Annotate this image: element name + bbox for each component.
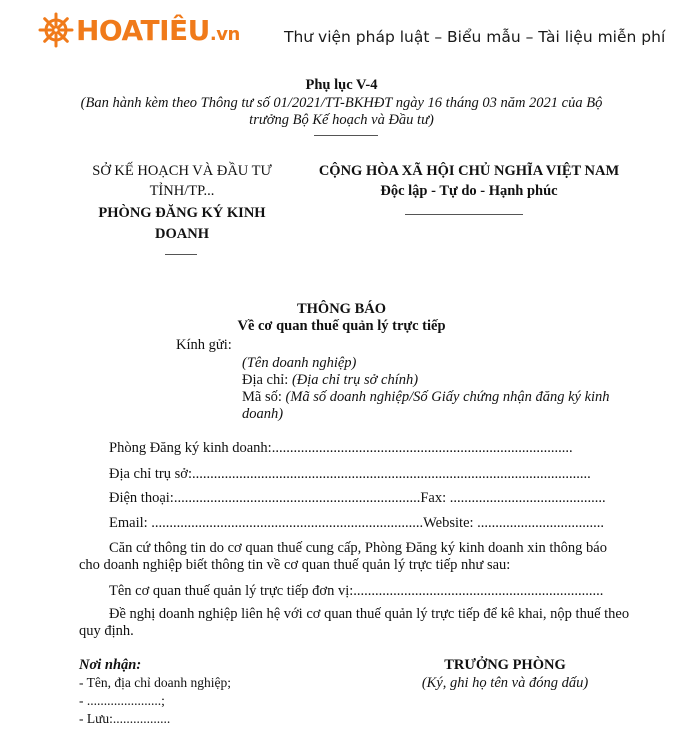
recipient-label: Kính gửi: [176, 337, 232, 353]
nation-title: CỘNG HÒA XÃ HỘI CHỦ NGHĨA VIỆT NAM [318, 163, 620, 179]
field-office: Phòng Đăng ký kinh doanh:................................................................................... [109, 440, 573, 456]
field-phone-fax: Điện thoại:....................................................................Fax: ........................................... [109, 490, 606, 506]
appendix-divider [314, 135, 378, 136]
recipient-address [242, 372, 418, 389]
office-name-line1: PHÒNG ĐĂNG KÝ KINH [98, 205, 266, 221]
logo-text [76, 14, 240, 47]
agency-name: SỞ KẾ HOẠCH VÀ ĐẦU TƯ [92, 163, 272, 179]
field-tax-unit: Tên cơ quan thuế quản lý trực tiếp đơn vị:..................................................................... [109, 583, 604, 599]
notice-title: THÔNG BÁO [296, 301, 387, 317]
body-para2-line1: Đề nghị doanh nghiệp liên hệ với cơ quan thuế quản lý trực tiếp để kê khai, nộp thuế theo [109, 606, 630, 622]
signer-note: (Ký, ghi họ tên và đóng dấu) [421, 675, 589, 691]
body-para1-line1: Căn cứ thông tin do cơ quan thuế cung cấp, Phòng Đăng ký kinh doanh xin thông báo [109, 540, 607, 556]
recipient-code-value-line2: doanh) [242, 406, 284, 422]
site-tagline: Thư viện pháp luật – Biểu mẫu – Tài liệu miễn phí [284, 28, 666, 46]
logo-suffix: .vn [209, 23, 240, 45]
appendix-subtitle-line1: (Ban hành kèm theo Thông tư số 01/2021/TT-BKHĐT ngày 16 tháng 03 năm 2021 của Bộ [80, 95, 603, 111]
ship-wheel-icon [38, 12, 74, 48]
left-header-divider [165, 254, 197, 255]
field-hq-address: Địa chỉ trụ sở:.............................................................................................................. [109, 466, 591, 482]
recipients-title: Nơi nhận: [79, 657, 142, 673]
recipient-item-1: - Tên, địa chỉ doanh nghiệp; [79, 675, 231, 690]
site-logo[interactable] [38, 12, 240, 48]
recipient-code-value-line1: (Mã số doanh nghiệp/Số Giấy chứng nhận đăng ký kinh [285, 389, 610, 405]
recipient-address-label: Địa chỉ: [242, 372, 292, 388]
right-header-divider [405, 214, 523, 215]
agency-province: TỈNH/TP... [149, 183, 215, 199]
recipient-code-label: Mã số: [242, 389, 286, 405]
field-email-website: Email: ...........................................................................Website: ................................... [109, 515, 605, 531]
nation-motto: Độc lập - Tự do - Hạnh phúc [380, 183, 558, 199]
recipient-name: (Tên doanh nghiệp) [242, 355, 357, 371]
recipient-address-value: (Địa chỉ trụ sở chính) [291, 372, 419, 388]
recipient-item-3: - Lưu:................. [79, 711, 171, 726]
notice-subtitle: Về cơ quan thuế quản lý trực tiếp [237, 318, 446, 334]
logo-main: HOATIÊU [76, 13, 210, 47]
appendix-subtitle-line2: trưởng Bộ Kế hoạch và Đầu tư) [249, 112, 434, 128]
signer-title: TRƯỞNG PHÒNG [444, 657, 566, 673]
site-header [0, 0, 683, 72]
body-para2-line2: quy định. [79, 623, 134, 639]
office-name-line2: DOANH [155, 226, 209, 242]
appendix-title: Phụ lục V-4 [305, 77, 378, 93]
body-para1-line2: cho doanh nghiệp biết thông tin về cơ quan thuế quản lý trực tiếp như sau: [79, 557, 511, 573]
recipient-code [242, 389, 648, 406]
recipient-item-2: - ......................; [79, 693, 165, 708]
